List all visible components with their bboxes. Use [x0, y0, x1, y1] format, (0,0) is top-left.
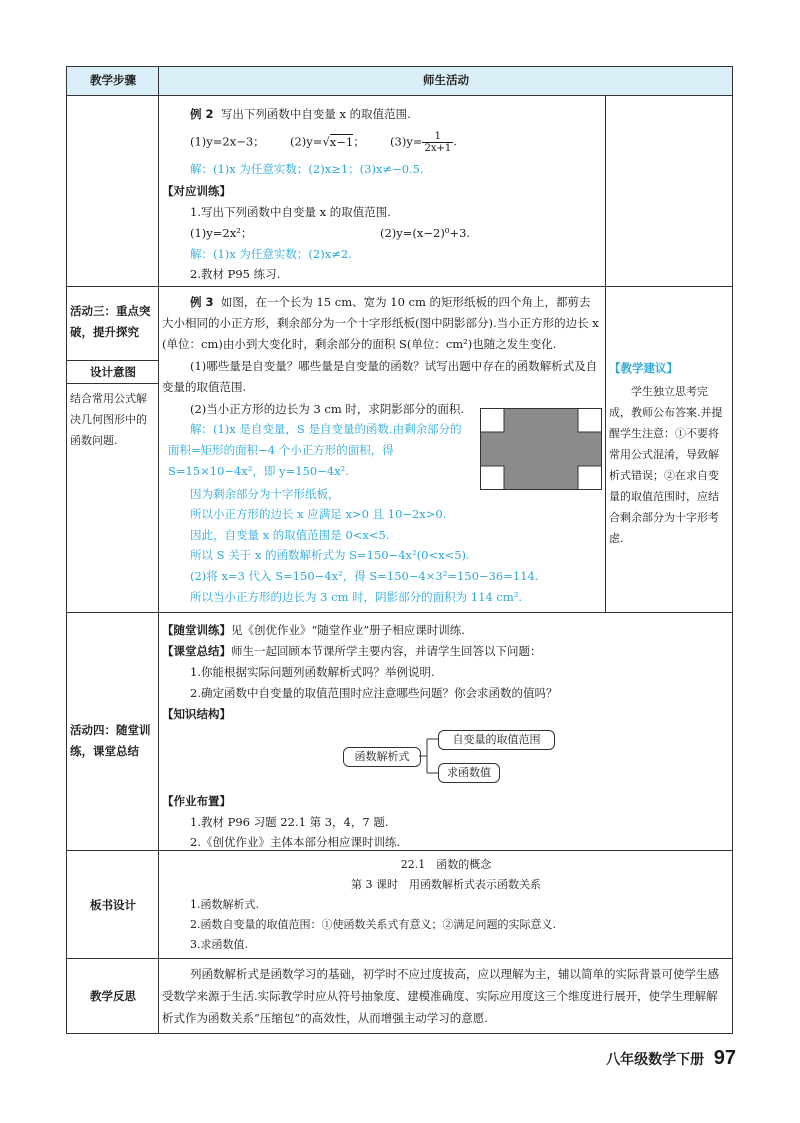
fraction-denominator: 2x+1	[424, 143, 452, 154]
design-intent-text: 结合常用公式解决几何图形中的函数问题.	[70, 392, 147, 447]
board-line2: 2.函数自变量的取值范围：①使函数关系式有意义；②满足问题的实际意义.	[190, 918, 556, 931]
example2-f3-fraction	[422, 131, 453, 154]
example3-solution7: 所以当小正方形的边长为 3 cm 时，阴影部分的面积为 114 cm².	[190, 590, 522, 604]
board-title1: 22.1 函数的概念	[400, 858, 492, 871]
example3-solution1: 解：(1)x 是自变量，S 是自变量的函数.由剩余部分的面积=矩形的面积−4 个小正方形的面积，得 S=15×10−4x²，即 y=150−4x².	[168, 422, 462, 478]
summary-q1: 1.你能根据实际问题列函数解析式吗？举例说明.	[190, 665, 435, 679]
example3-title: 例 3	[190, 295, 214, 309]
example2-f2-post: ；	[353, 134, 365, 149]
header-steps: 教学步骤	[90, 73, 136, 87]
drill-answer: 解：(1)x 为任意实数；(2)x≠2.	[190, 247, 352, 261]
drill-item2: 2.教材 P95 练习.	[190, 267, 281, 281]
summary-q2: 2.确定函数中自变量的取值范围时应注意哪些问题？你会求函数的值吗？	[190, 686, 558, 700]
summary-heading: 【课堂总结】	[162, 644, 231, 658]
example2-title: 例 2	[190, 107, 214, 121]
example3-solution2: 因为剩余部分为十字形纸板，	[190, 487, 340, 501]
fraction-numerator: 1	[434, 131, 442, 142]
board-line3: 3.求函数值.	[190, 938, 248, 951]
board-title2: 第 3 课时 用函数解析式表示函数关系	[351, 878, 541, 891]
node-domain: 自变量的取值范围	[438, 730, 555, 750]
activity4-label: 活动四：随堂训练，课堂总结	[70, 723, 151, 758]
drill-item1: 1.写出下列函数中自变量 x 的取值范围.	[190, 205, 391, 219]
example2-answer: 解：(1)x 为任意实数；(2)x≥1；(3)x≠−0.5.	[190, 162, 424, 176]
drill-f1: (1)y=2x²；	[190, 226, 253, 240]
sqrt-symbol-icon: √	[322, 134, 330, 149]
example2-f1: (1)y=2x−3；	[190, 134, 265, 149]
drill-f2: (2)y=(x−2)⁰+3.	[380, 226, 471, 240]
board-label: 板书设计	[90, 898, 136, 912]
teaching-suggestion-title	[609, 359, 678, 377]
footer-page-number: 97	[713, 1047, 736, 1069]
header-activities: 师生活动	[423, 73, 469, 87]
knowledge-connector	[419, 735, 439, 777]
homework-2: 2.《创优作业》主体本部分相应课时训练.	[190, 835, 401, 849]
example2-f2-radicand: x−1	[329, 134, 354, 149]
board-line1: 1.函数解析式.	[190, 898, 259, 911]
teaching-suggestion-text: 学生独立思考完成，教师公布答案.并提醒学生注意：①不要将常用公式混淆，导致解析式错误；②在求自变量的取值范围时，应结合剩余部分为十字形考虑.	[609, 385, 723, 545]
summary-text: 师生一起回顾本节课所学主要内容，并请学生回答以下问题：	[231, 644, 542, 658]
example2-prompt: 写出下列函数中自变量 x 的取值范围.	[220, 107, 411, 121]
example3-q1: (1)哪些量是自变量？哪些量是自变量的函数？试写出题中存在的函数解析式及自变量的取值范围.	[162, 359, 598, 394]
example3-text: 如图，在一个长为 15 cm、宽为 10 cm 的矩形纸板的四个角上，都剪去大小相同的小正方形，剩余部分为一个十字形纸板(图中阴影部分).当小正方形的边长 x (单位：cm)由小到大变化时，剩余部分的面积 S(单位：cm²)也随之发生变化.	[162, 295, 599, 351]
activity3-label: 活动三：重点突破，提升探究	[70, 304, 151, 339]
homework-1: 1.教材 P96 习题 22.1 第 3，4，7 题.	[190, 815, 389, 829]
example3-solution4: 因此，自变量 x 的取值范围是 0<x<5.	[190, 528, 390, 542]
footer-book: 八年级数学下册	[606, 1052, 705, 1068]
footer	[560, 1045, 736, 1073]
reflection-label: 教学反思	[90, 989, 136, 1003]
example3-solution6: (2)将 x=3 代入 S=150−4x²，得 S=150−4×3²=150−36=114.	[190, 569, 539, 583]
example2-f3-post: .	[453, 134, 457, 149]
homework-heading: 【作业布置】	[162, 794, 231, 808]
drill-heading: 【对应训练】	[162, 184, 231, 198]
example3-q2: (2)当小正方形的边长为 3 cm 时，求阴影部分的面积.	[190, 402, 465, 416]
node-function-expression: 函数解析式	[343, 747, 421, 767]
example2-f3: (3)y=	[390, 134, 423, 149]
practice-line	[162, 621, 465, 639]
example2	[190, 105, 411, 123]
example3-solution3: 所以小正方形的边长 x 应满足 x>0 且 10−2x>0.	[190, 507, 447, 521]
cross-figure-shaded	[481, 409, 602, 490]
example2-formulas	[190, 131, 457, 154]
cross-figure	[480, 408, 602, 490]
example3	[162, 292, 600, 355]
summary-line	[162, 642, 542, 660]
example3-solution5: 所以 S 关于 x 的函数解析式为 S=150−4x²(0<x<5).	[190, 548, 470, 562]
knowledge-heading: 【知识结构】	[162, 707, 231, 721]
teaching-suggestion-heading: 【教学建议】	[609, 361, 678, 375]
node-evaluate: 求函数值	[438, 763, 500, 783]
practice-text: 见《创优作业》“随堂作业”册子相应课时训练.	[231, 623, 465, 637]
practice-heading: 【随堂训练】	[162, 623, 231, 637]
example2-f2: (2)y=	[290, 134, 323, 149]
design-intent-label: 设计意图	[90, 365, 136, 379]
reflection-text: 列函数解析式是函数学习的基础，初学时不应过度拔高，应以理解为主，辅以简单的实际背景可使学生感受数学来源于生活.实际教学时应从符号抽象度、建模准确度、实际应用度这三个维度进行展开，使学生理解解析式作为函数关系“压缩包”的高效性，从而增强主动学习的意愿.	[162, 967, 719, 1025]
